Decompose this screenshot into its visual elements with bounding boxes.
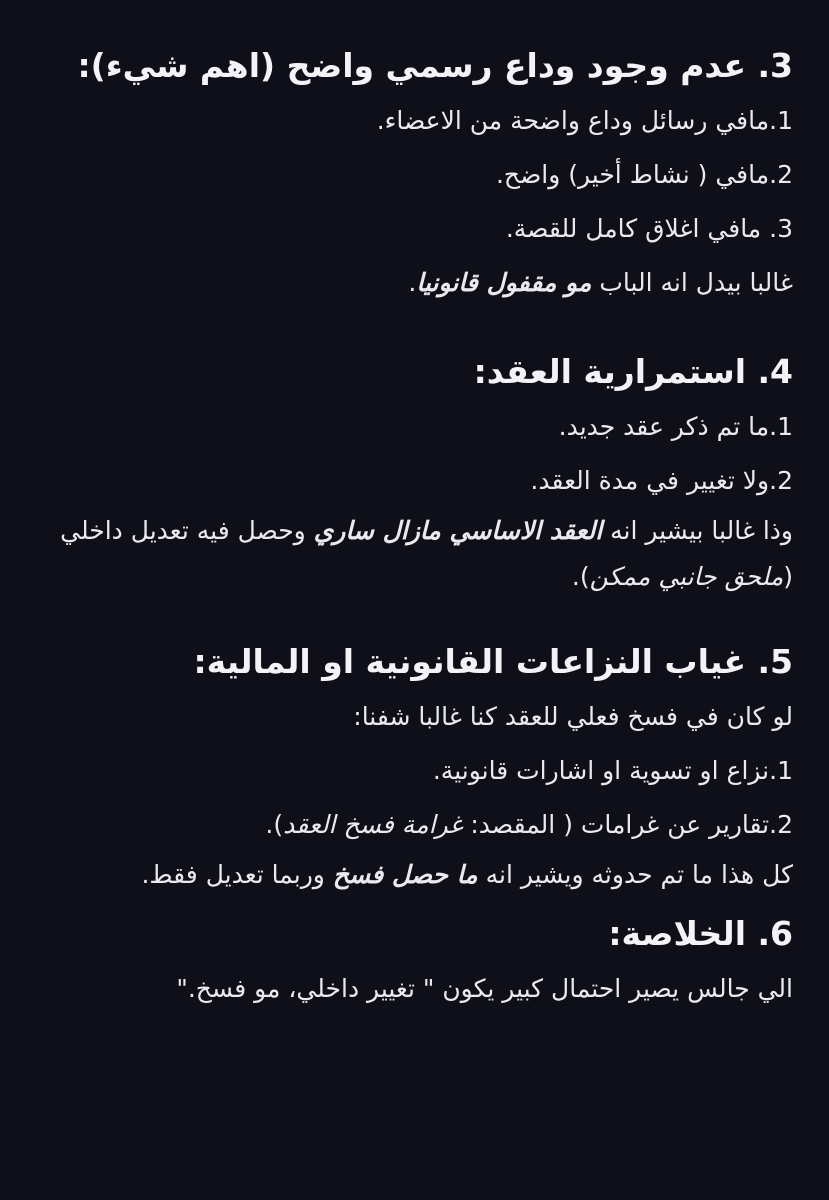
section-3-item-3: 3. مافي اغلاق كامل للقصة. (505, 214, 793, 243)
section-4-conclusion-middle: وحصل فيه تعديل داخلي ( (60, 516, 793, 591)
section-3-item-2: 2.مافي ( نشاط أخير) واضح. (495, 160, 793, 189)
section-5-item-1: 1.نزاع او تسوية او اشارات قانونية. (432, 756, 793, 785)
section-5-item-2-text: 2.تقارير عن غرامات ( المقصد: (462, 810, 793, 839)
section-5-item-2 (22, 798, 793, 852)
section-3-conclusion-emphasis: مو مقفول قانونيا (416, 268, 592, 297)
section-5-item-2-italic: غرامة فسخ العقد (283, 810, 463, 839)
section-5-conclusion (22, 852, 793, 898)
section-5-conclusion-emphasis: ما حصل فسخ (332, 860, 478, 889)
section-3-item-1: 1.مافي رسائل وداع واضحة من الاعضاء. (376, 106, 793, 135)
section-5-item-2-end: ). (265, 810, 284, 839)
section-5-intro: لو كان في فسخ فعلي للعقد كنا غالبا شفنا: (353, 702, 793, 731)
section-6-heading: 6. الخلاصة: (608, 914, 793, 953)
section-4-conclusion-text: وذا غالبا بيشير انه (602, 516, 793, 545)
section-3-conclusion (22, 256, 793, 310)
section-5-heading: 5. غياب النزاعات القانونية او المالية: (193, 642, 793, 681)
section-5-conclusion-text: كل هذا ما تم حدوثه ويشير انه (477, 860, 793, 889)
section-4-heading: 4. استمرارية العقد: (473, 352, 793, 391)
section-5-conclusion-end: وربما تعديل فقط. (141, 860, 333, 889)
section-3-heading: 3. عدم وجود وداع رسمي واضح (اهم شيء): (77, 46, 793, 85)
section-4-item-2: 2.ولا تغيير في مدة العقد. (530, 466, 793, 495)
section-4-conclusion-emphasis: العقد الاساسي مازال ساري (313, 516, 603, 545)
section-3-conclusion-text: غالبا بيدل انه الباب (591, 268, 793, 297)
section-4-conclusion-end: ). (571, 562, 590, 591)
section-6-text: الي جالس يصير احتمال كبير يكون " تغيير داخلي، مو فسخ." (176, 974, 793, 1003)
section-4-conclusion-italic: ملحق جانبي ممكن (589, 562, 784, 591)
section-3-conclusion-end: . (408, 268, 417, 297)
section-4-conclusion (22, 508, 793, 600)
section-4-item-1: 1.ما تم ذكر عقد جديد. (558, 412, 793, 441)
